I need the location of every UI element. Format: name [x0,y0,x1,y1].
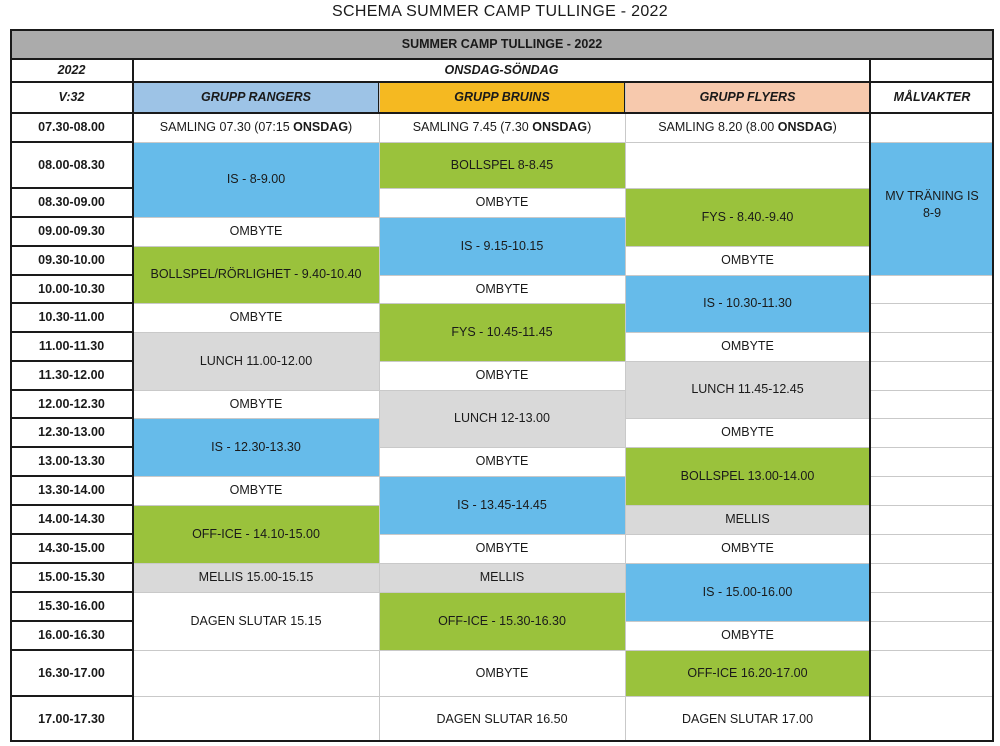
gridline [133,696,379,697]
year-label: 2022 [10,59,133,82]
malvakter-activity [870,361,994,390]
time-slot: 15.30-16.00 [10,592,133,621]
activity-tail: ) [832,120,837,135]
rangers-activity: DAGEN SLUTAR 15.15 [133,592,379,650]
activity-tail: ) [348,120,353,135]
gridline [133,563,379,564]
time-slot: 07.30-08.00 [10,113,133,142]
rangers-activity: IS - 12.30-13.30 [133,418,379,476]
gridline [133,332,379,333]
table-border [10,302,133,304]
time-slot: 15.00-15.30 [10,563,133,592]
table-border [10,187,133,189]
time-slot: 09.00-09.30 [10,217,133,246]
week-label: V:32 [10,82,133,113]
rangers-activity: IS - 8-9.00 [133,142,379,217]
rangers-activity: OFF-ICE - 14.10-15.00 [133,505,379,563]
gridline [870,361,994,362]
schedule-table [10,29,994,742]
gridline [379,188,625,189]
activity-day: ONSDAG [293,120,349,135]
flyers-activity: OMBYTE [625,534,870,563]
table-border [10,649,133,651]
table-border [10,245,133,247]
gridline [870,142,994,143]
bruins-activity: OMBYTE [379,650,625,696]
gridline [870,275,994,276]
gridline [133,303,379,304]
table-border [10,504,133,506]
bruins-activity [379,113,625,142]
malvakter-activity [870,563,994,592]
rangers-activity: MELLIS 15.00-15.15 [133,563,379,592]
gridline [870,303,994,304]
bruins-activity: OMBYTE [379,275,625,303]
table-border [624,82,625,113]
page-title: SCHEMA SUMMER CAMP TULLINGE - 2022 [332,3,668,20]
flyers-activity: MELLIS [625,505,870,534]
flyers-activity: IS - 10.30-11.30 [625,275,870,332]
gridline [625,246,870,247]
rangers-activity: BOLLSPEL/RÖRLIGHET - 9.40-10.40 [133,246,379,303]
gridline [379,696,625,697]
table-border [10,331,133,333]
malvakter-activity [870,447,994,476]
flyers-activity: BOLLSPEL 13.00-14.00 [625,447,870,505]
malvakter-activity: MV TRÄNING IS 8-9 [870,142,994,275]
time-slot: 12.00-12.30 [10,390,133,418]
gridline [133,505,379,506]
gridline [625,563,870,564]
flyers-activity [625,113,870,142]
table-border [10,475,133,477]
flyers-activity [625,142,870,188]
activity-day: ONSDAG [532,120,588,135]
gridline [133,142,379,143]
gridline [379,592,625,593]
gridline [133,390,379,391]
table-border [132,59,134,742]
days-label: ONSDAG-SÖNDAG [133,59,870,82]
flyers-activity: FYS - 8.40.-9.40 [625,188,870,246]
malvakter-activity [870,534,994,563]
malvakter-activity [870,113,994,142]
gridline [379,275,625,276]
bruins-activity: OMBYTE [379,447,625,476]
time-slot: 11.30-12.00 [10,361,133,390]
gridline [870,650,994,651]
malvakter-activity [870,650,994,696]
gridline [625,696,870,697]
gridline [379,303,625,304]
time-slot: 13.30-14.00 [10,476,133,505]
time-slot: 14.30-15.00 [10,534,133,563]
gridline [133,476,379,477]
rangers-activity [133,696,379,742]
time-slot: 14.00-14.30 [10,505,133,534]
gridline [379,534,625,535]
gridline [625,418,870,419]
flyers-activity: OFF-ICE 16.20-17.00 [625,650,870,696]
malvakter-activity [870,418,994,447]
gridline [870,476,994,477]
table-border [10,81,994,83]
gridline [133,592,379,593]
table-border [869,59,871,742]
gridline [870,505,994,506]
bruins-activity: OMBYTE [379,534,625,563]
gridline [870,534,994,535]
table-border [10,360,133,362]
gridline [379,217,625,218]
malvakter-activity [870,592,994,621]
gridline [379,390,625,391]
table-border [378,82,379,113]
gridline [625,142,870,143]
table-border [10,446,133,448]
gridline [133,246,379,247]
table-border [10,591,133,593]
rangers-activity: OMBYTE [133,217,379,246]
gridline [379,476,625,477]
gridline [379,361,625,362]
bruins-activity: LUNCH 12-13.00 [379,390,625,447]
gridline [625,82,626,742]
gridline [625,650,870,651]
flyers-activity: OMBYTE [625,332,870,361]
bruins-activity: IS - 9.15-10.15 [379,217,625,275]
time-slot: 10.00-10.30 [10,275,133,303]
malvakter-activity [870,621,994,650]
table-border [10,562,133,564]
banner: SUMMER CAMP TULLINGE - 2022 [10,29,994,59]
malvakter-activity [870,275,994,303]
activity-text: SAMLING 8.20 (8.00 [658,120,778,135]
malvakter-activity [870,390,994,418]
malvakter-activity [870,332,994,361]
malvakter-activity [870,505,994,534]
flyers-activity: IS - 15.00-16.00 [625,563,870,621]
gridline [379,142,625,143]
activity-text: SAMLING 07.30 (07:15 [159,120,294,135]
malvakter-activity [870,696,994,742]
time-slot: 16.00-16.30 [10,621,133,650]
rangers-activity: OMBYTE [133,390,379,418]
bruins-activity: OFF-ICE - 15.30-16.30 [379,592,625,650]
table-border [10,389,133,391]
bruins-activity: DAGEN SLUTAR 16.50 [379,696,625,742]
table-border [10,58,994,60]
gridline [133,217,379,218]
flyers-activity: OMBYTE [625,246,870,275]
bruins-activity: MELLIS [379,563,625,592]
table-border [133,740,994,742]
malvakter-activity [870,476,994,505]
flyers-activity: OMBYTE [625,621,870,650]
gridline [379,447,625,448]
table-border [10,533,133,535]
table-border [10,112,994,114]
gridline [625,534,870,535]
time-slot: 11.00-11.30 [10,332,133,361]
gridline [870,563,994,564]
bruins-activity: BOLLSPEL 8-8.45 [379,142,625,188]
time-slot: 12.30-13.00 [10,418,133,447]
flyers-activity: OMBYTE [625,418,870,447]
gridline [625,447,870,448]
malvakter-activity [870,303,994,332]
gridline [625,275,870,276]
gridline [379,82,380,742]
gridline [379,650,625,651]
bruins-activity: FYS - 10.45-11.45 [379,303,625,361]
group-header-målvakter: MÅLVAKTER [870,82,994,113]
time-slot: 10.30-11.00 [10,303,133,332]
gridline [133,418,379,419]
gridline [870,418,994,419]
table-border [10,695,133,697]
table-border [10,29,994,31]
rangers-activity [133,113,379,142]
gridline [625,361,870,362]
group-header-grupp-rangers: GRUPP RANGERS [133,82,379,113]
bruins-activity: OMBYTE [379,361,625,390]
gridline [870,621,994,622]
flyers-activity: LUNCH 11.45-12.45 [625,361,870,418]
table-border [992,29,994,742]
flyers-activity: DAGEN SLUTAR 17.00 [625,696,870,742]
bruins-activity: IS - 13.45-14.45 [379,476,625,534]
table-border [10,141,133,143]
table-border [10,216,133,218]
bruins-activity: OMBYTE [379,188,625,217]
activity-tail: ) [587,120,592,135]
gridline [625,188,870,189]
table-border [10,417,133,419]
time-slot: 16.30-17.00 [10,650,133,696]
activity-text: SAMLING 7.45 (7.30 [412,120,533,135]
time-slot: 17.00-17.30 [10,696,133,742]
activity-day: ONSDAG [777,120,833,135]
time-slot: 13.00-13.30 [10,447,133,476]
gridline [625,505,870,506]
table-border [10,620,133,622]
empty-header-cell [870,59,994,82]
gridline [870,447,994,448]
rangers-activity: OMBYTE [133,303,379,332]
group-header-grupp-bruins: GRUPP BRUINS [379,82,625,113]
time-slot: 08.30-09.00 [10,188,133,217]
gridline [870,332,994,333]
group-header-grupp-flyers: GRUPP FLYERS [625,82,870,113]
gridline [625,621,870,622]
gridline [870,696,994,697]
gridline [133,650,379,651]
time-slot: 08.00-08.30 [10,142,133,188]
rangers-activity: OMBYTE [133,476,379,505]
gridline [379,563,625,564]
gridline [625,332,870,333]
gridline [870,592,994,593]
gridline [870,390,994,391]
rangers-activity: LUNCH 11.00-12.00 [133,332,379,390]
table-border [10,274,133,276]
time-slot: 09.30-10.00 [10,246,133,275]
rangers-activity [133,650,379,696]
table-border [10,29,12,742]
